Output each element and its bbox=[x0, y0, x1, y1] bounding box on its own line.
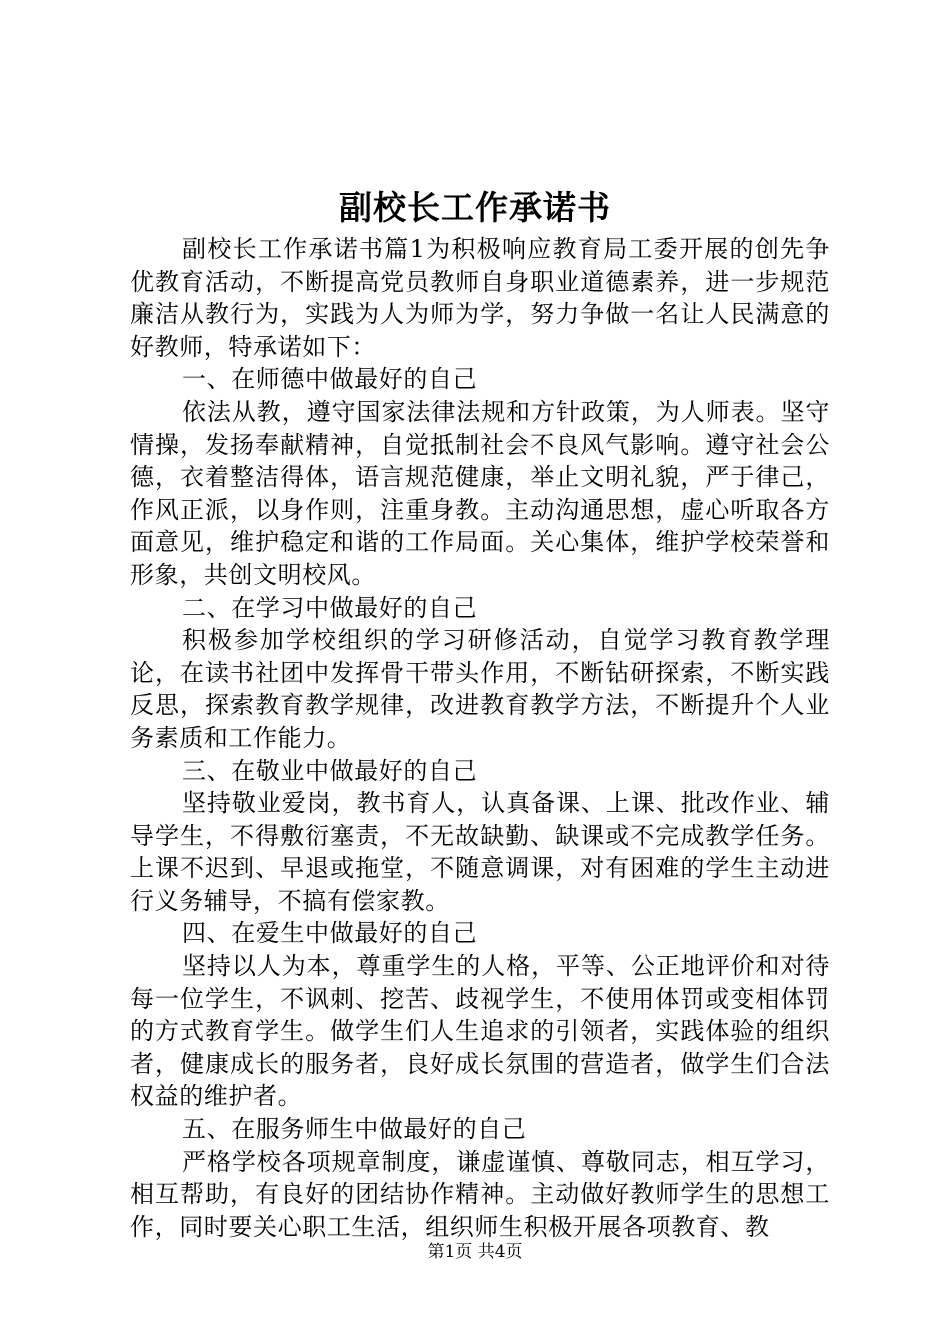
page-number-footer: 第1页 共4页 bbox=[427, 1242, 523, 1262]
section-paragraph-1: 依法从教，遵守国家法律法规和方针政策，为人师表。坚守情操，发扬奉献精神，自觉抵制社会不良风气影响。遵守社会公德，衣着整洁得体，语言规范健康，举止文明礼貌，严于律己，作风正派，以身作则，注重身教。主动沟通思想，虚心听取各方面意见，维护稳定和谐的工作局面。关心集体，维护学校荣誉和形象，共创文明校风。 bbox=[130, 397, 830, 589]
page-title: 副校长工作承诺书 bbox=[339, 188, 611, 227]
document-body bbox=[130, 233, 830, 1243]
section-paragraph-2: 积极参加学校组织的学习研修活动，自觉学习教育教学理论，在读书社团中发挥骨干带头作用，不断钻研探索，不断实践反思，探索教育教学规律，改进教育教学方法，不断提升个人业务素质和工作能力。 bbox=[130, 626, 830, 752]
section-paragraph-3: 坚持敬业爱岗，教书育人，认真备课、上课、批改作业、辅导学生，不得敷衍塞责，不无故缺勤、缺课或不完成教学任务。上课不迟到、早退或拖堂，不随意调课，对有困难的学生主动进行义务辅导，不搞有偿家教。 bbox=[130, 789, 830, 915]
intro-paragraph: 副校长工作承诺书篇1为积极响应教育局工委开展的创先争优教育活动，不断提高党员教师自身职业道德素养，进一步规范廉洁从教行为，实践为人为师为学，努力争做一名让人民满意的好教师，特承诺如下： bbox=[130, 235, 830, 361]
section-heading-2: 二、在学习中做最好的自己 bbox=[182, 593, 478, 622]
section-paragraph-5: 严格学校各项规章制度，谦虚谨慎、尊敬同志，相互学习，相互帮助，有良好的团结协作精神。主动做好教师学生的思想工作，同时要关心职工生活，组织师生积极开展各项教育、教 bbox=[130, 1147, 830, 1241]
section-heading-4: 四、在爱生中做最好的自己 bbox=[182, 919, 478, 948]
section-heading-3: 三、在敬业中做最好的自己 bbox=[182, 756, 478, 785]
section-heading-5: 五、在服务师生中做最好的自己 bbox=[182, 1115, 527, 1144]
section-heading-1: 一、在师德中做最好的自己 bbox=[182, 365, 478, 394]
section-paragraph-4: 坚持以人为本，尊重学生的人格，平等、公正地评价和对待每一位学生，不讽刺、挖苦、歧视学生，不使用体罚或变相体罚的方式教育学生。做学生们人生追求的引领者，实践体验的组织者，健康成长的服务者，良好成长氛围的营造者，做学生们合法权益的维护者。 bbox=[130, 952, 830, 1111]
